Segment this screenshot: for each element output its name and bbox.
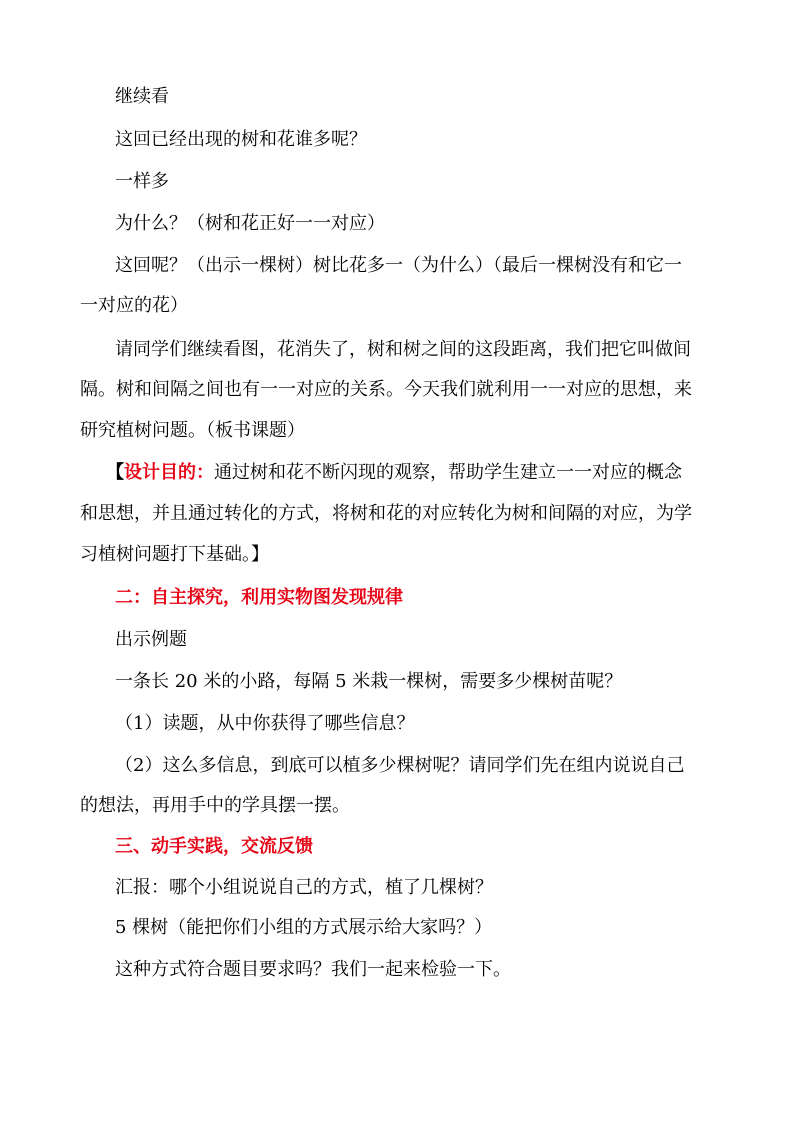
text-line: 研究植树问题。（板书课题） xyxy=(80,420,305,441)
design-purpose-line-1 xyxy=(106,461,746,485)
text-line: 这种方式符合题目要求吗？我们一起来检验一下。 xyxy=(115,959,511,980)
text-line: 隔。树和间隔之间也有一一对应的关系。今天我们就利用一一对应的思想，来 xyxy=(80,379,692,400)
text-line: 请同学们继续看图，花消失了，树和树之间的这段距离，我们把它叫做间 xyxy=(115,339,691,360)
section-heading-3: 三、动手实践，交流反馈 xyxy=(115,836,313,857)
design-purpose-label: 设计目的： xyxy=(124,462,214,483)
text-line: 出示例题 xyxy=(115,629,187,650)
text-line: 这回已经出现的树和花谁多呢？ xyxy=(115,129,367,150)
text-line: 一条长 20 米的小路，每隔 5 米栽一棵树，需要多少棵树苗呢？ xyxy=(115,671,623,692)
section-heading-2: 二：自主探究，利用实物图发现规律 xyxy=(115,587,403,608)
text-line: 汇报：哪个小组说说自己的方式，植了几棵树？ xyxy=(115,877,493,898)
text-line: 为什么？（树和花正好一一对应） xyxy=(115,213,385,234)
design-purpose-line-3: 习植树问题打下基础。】 xyxy=(80,544,269,565)
text-line: 5 棵树（能把你们小组的方式展示给大家吗？） xyxy=(115,917,493,938)
text-line: （1）读题，从中你获得了哪些信息？ xyxy=(115,713,415,734)
text-line: 一对应的花） xyxy=(80,295,188,316)
design-purpose-bracket: 【 xyxy=(106,462,124,483)
text-line: 一样多 xyxy=(115,171,169,192)
text-line: 这回呢？（出示一棵树）树比花多一（为什么）（最后一棵树没有和它一 xyxy=(115,255,682,276)
text-line: 继续看 xyxy=(115,86,169,107)
text-line: （2）这么多信息，到底可以植多少棵树呢？请同学们先在组内说说自己 xyxy=(115,755,685,776)
design-purpose-text: 通过树和花不断闪现的观察，帮助学生建立一一对应的概念 xyxy=(214,462,682,483)
text-line: 的想法，再用手中的学具摆一摆。 xyxy=(80,795,350,816)
design-purpose-line-2: 和思想，并且通过转化的方式，将树和花的对应转化为树和间隔的对应，为学 xyxy=(80,503,692,524)
